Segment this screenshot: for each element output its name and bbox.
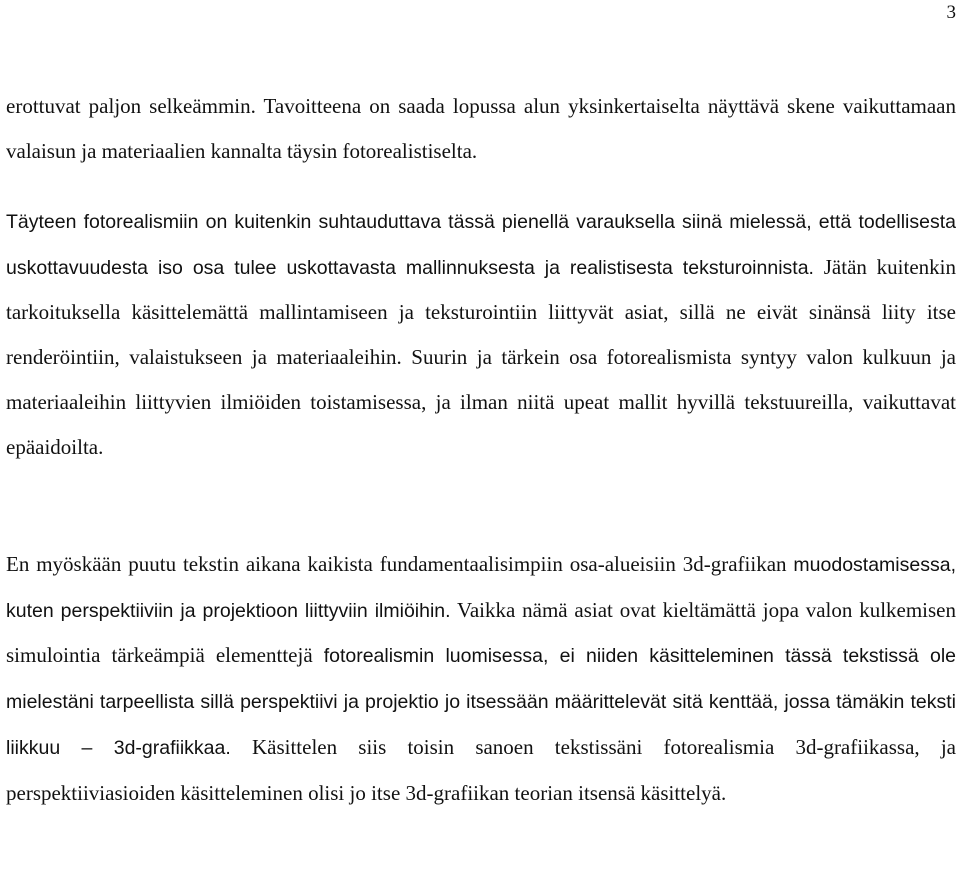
paragraph-2-part-2: Jätän kuitenkin tarkoituksella käsittelemättä mallintamiseen ja teksturointiin liittyvät asiat, sillä ne eivät sinänsä liity itse renderöintiin, valaistukseen ja materiaaleihin. [6, 254, 956, 370]
page-number: 3 [946, 2, 956, 23]
paragraph-3-part-1: En myöskään puutu tekstin aikana kaikista fundamentaalisimpiin osa-alueisiin 3d-grafiikan [6, 552, 794, 576]
paragraph-3-part-4: fotorealismin luomisessa, ei niiden käsitteleminen tässä tekstissä ole mielestäni tarpeellista sillä perspektiivi ja projektio jo itsessään määrittelevät sitä kenttää, jossa tämäkin teksti liikkuu – 3d-grafiikkaa. [6, 645, 957, 759]
paragraph-2 [6, 199, 956, 469]
paragraph-2-part-1: Täyteen fotorealismiin on kuitenkin suhtauduttava tässä pienellä varauksella siinä mielessä, että todellisesta uskottavuudesta iso osa tulee uskottavasta mallinnuksesta ja realistisesta teksturoinnista. [6, 211, 956, 279]
paragraph-3 [6, 542, 956, 815]
paragraph-1-text: erottuvat paljon selkeämmin. Tavoitteena on saada lopussa alun yksinkertaiselta näyttävä skene vaikuttamaan valaisun ja materiaalien kannalta täysin fotorealistiselta. [6, 94, 956, 163]
paragraph-3-part-3: Vaikka nämä asiat ovat kieltämättä jopa valon kulkemisen simulointia tärkeämpiä elementtejä [6, 597, 957, 668]
paragraph-3-part-5: Käsittelen siis toisin sanoen tekstissäni fotorealismia 3d-grafiikassa, ja perspektiiviasioiden käsitteleminen olisi jo itse 3d-grafiikan teorian itsensä käsittelyä. [6, 734, 956, 805]
paragraph-1 [6, 84, 956, 173]
paragraph-2-part-3: Suurin ja tärkein osa fotorealismista syntyy valon kulkuun ja materiaaleihin liittyvien ilmiöiden toistamisessa, ja ilman niitä upeat mallit hyvillä tekstuureilla, vaikuttavat epäaidoilta. [6, 345, 956, 459]
paragraph-3-part-2: muodostamisessa, kuten perspektiiviin ja projektioon liittyviin ilmiöihin. [6, 554, 956, 622]
